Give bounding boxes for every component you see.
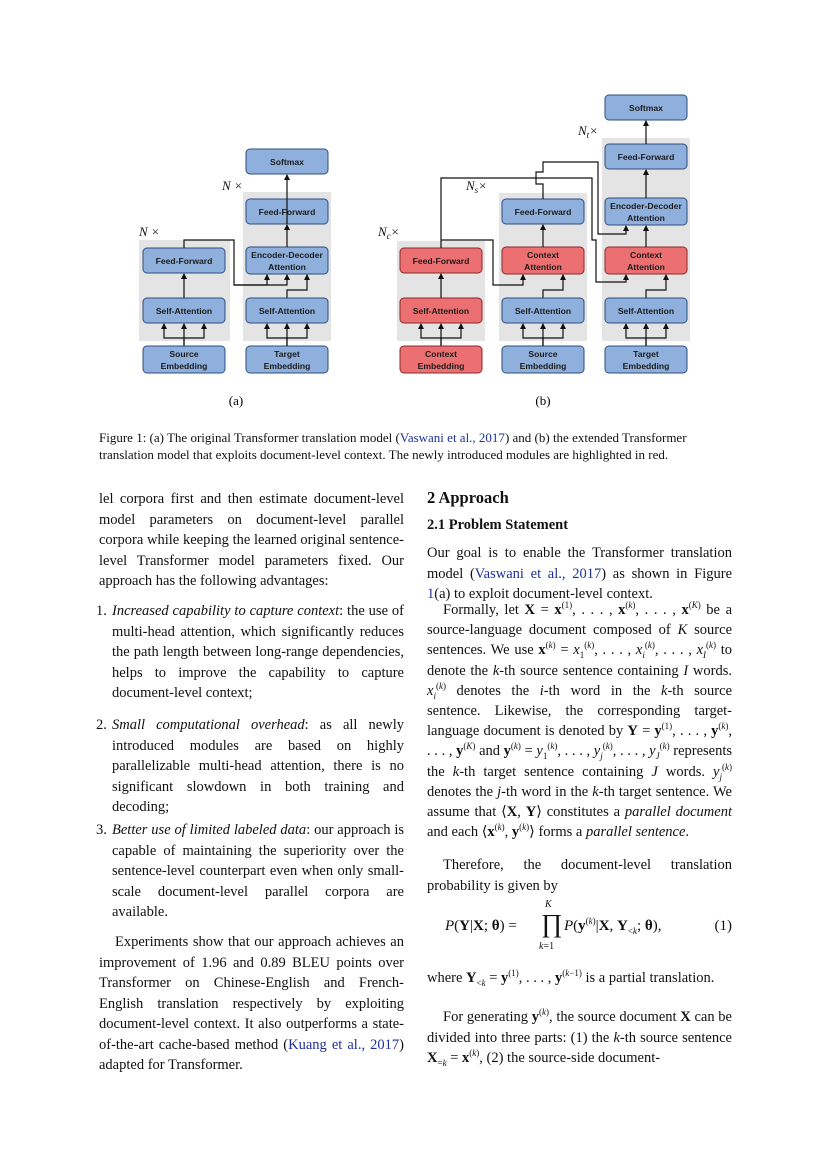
b-dec-context-attention <box>605 247 687 274</box>
svg-text:Source: Source <box>169 349 199 359</box>
equation-1: P(Y|X; θ) = K ∏ k=1 $P(y^{(k)}|X$, $Y_{<k}$; θ), (1) <box>445 899 732 952</box>
svg-text:Self-Attention: Self-Attention <box>514 306 572 316</box>
b-ctx-self-attention <box>400 298 482 323</box>
a-softmax <box>246 149 328 174</box>
panel-a-label: (a) <box>228 393 244 408</box>
b-softmax <box>605 95 687 120</box>
encoder-multiplier-b: $N_s\times$ <box>466 178 487 195</box>
right-paragraph-4: where $Y_{<k} = y^{(1)}$, . . . , $y^{(k-1)}$ is a partial translation. <box>427 968 715 988</box>
subsection-heading: 2.1 Problem Statement <box>427 517 569 533</box>
svg-text:Embedding: Embedding <box>622 361 670 371</box>
figure-caption: Figure 1: (a) The original Transformer translation model (Vaswani et al., 2017) and (b) the extended Transformer translation model that exploits document-level context. The newly introduced modules are highlighted in red. <box>99 430 687 462</box>
svg-text:Self-Attention: Self-Attention <box>155 306 213 316</box>
svg-text:Encoder-Decoder: Encoder-Decoder <box>251 250 323 260</box>
svg-text:Feed-Forward: Feed-Forward <box>258 207 316 217</box>
left-intro-paragraph: lel corpora first and then estimate document-level model parameters on document-level parallel corpora while keeping the learned original sentence-level Transformer model parameters fixed. Our approach has the following advantages: <box>99 491 404 589</box>
svg-text:Feed-Forward: Feed-Forward <box>617 152 675 162</box>
b-enc-feed-forward <box>502 199 584 224</box>
a-enc-dec-attention <box>246 247 328 274</box>
a-target-embedding <box>246 346 328 373</box>
panel-a <box>138 149 331 408</box>
svg-text:Embedding: Embedding <box>263 361 311 371</box>
b-ctx-feed-forward <box>400 248 482 273</box>
svg-text:Self-Attention: Self-Attention <box>617 306 675 316</box>
svg-text:Feed-Forward: Feed-Forward <box>412 256 470 266</box>
section-heading: 2 Approach <box>427 488 509 507</box>
panel-b <box>377 95 690 408</box>
svg-text:Softmax: Softmax <box>270 157 304 167</box>
svg-text:Context: Context <box>527 250 559 260</box>
context-encoder-multiplier: $N_c\times$ <box>378 224 400 241</box>
encoder-multiplier: N × <box>139 224 160 239</box>
advantage-item-3: 3. Better use of limited labeled data: our approach is capable of maintaining the superiority over the sentence-level counterpart even when only small-scale document-level parallel corpora are available. <box>96 822 405 920</box>
svg-text:Embedding: Embedding <box>160 361 208 371</box>
b-dec-feed-forward <box>605 144 687 169</box>
decoder-multiplier-b: $N_t\times$ <box>578 123 598 140</box>
svg-text:Target: Target <box>274 349 300 359</box>
b-context-embedding <box>400 346 482 373</box>
svg-text:Target: Target <box>633 349 659 359</box>
svg-text:Feed-Forward: Feed-Forward <box>155 256 213 266</box>
right-paragraph-3: Therefore, the document-level translation probability is given by <box>427 857 732 894</box>
svg-text:Attention: Attention <box>627 262 665 272</box>
svg-text:Embedding: Embedding <box>519 361 567 371</box>
vaswani-citation-link[interactable]: Vaswani et al., 2017 <box>474 565 602 582</box>
a-source-embedding <box>143 346 225 373</box>
kuang-citation-link[interactable]: Kuang et al., 2017 <box>288 1036 400 1053</box>
b-enc-context-attention <box>502 247 584 274</box>
a-enc-feed-forward <box>143 248 225 273</box>
svg-text:Encoder-Decoder: Encoder-Decoder <box>610 201 682 211</box>
panel-b-label: (b) <box>535 393 551 408</box>
right-paragraph-2: Formally, let $X = x^{(1)}$, . . . , $x^{(k)}$, . . . , $x^{(K)}$ be a source-language document composed of K source sentences. We use $x^{(k)} = x_1^{(k)}$, . . . , $x_i^{(k)}$, . . . , $x_I^{(k)}$ to denote the k-th source sentence containing I words. $x_i^{(k)}$ denotes the i-th word in the k-th source sentence. Likewise, the corresponding target-language document is denoted by $Y = y^{(1)}$, . . . , $y^{(k)}$, . . . , $y^{(K)}$ and $y^{(k)} = y_1^{(k)}$, . . . , $y_j^{(k)}$, . . . , $y_J^{(k)}$ represents the k-th target sentence containing J words. $y_j^{(k)}$ denotes the j-th word in the k-th target sentence. We assume that ⟨X, Y⟩ constitutes a parallel document and each $⟨x^{(k)}$, $y^{(k)}⟩$ forms a parallel sentence. <box>427 600 733 841</box>
left-closing-paragraph: Experiments show that our approach achieves an improvement of 1.96 and 0.89 BLEU points over Transformer on Chinese-English and French-English translation respectively by exploiting document-level context. It also outperforms a state-of-the-art cache-based method (Kuang et al., 2017) adapted for Transformer. <box>99 934 404 1073</box>
svg-text:Feed-Forward: Feed-Forward <box>514 207 572 217</box>
right-paragraph-1: Our goal is to enable the Transformer translation model (Vaswani et al., 2017) as shown in Figure 1(a) to exploit document-level context. <box>427 545 733 602</box>
svg-text:Softmax: Softmax <box>629 103 663 113</box>
advantage-item-2: 2. Small computational overhead: as all newly introduced modules are based on highly parallelizable multi-head attention, there is no significant slowdown in both training and decoding; <box>96 717 404 815</box>
advantage-item-1: 1. Increased capability to capture context: the use of multi-head attention, which significantly reduces the path length between long-range dependencies, helps to improve the capability to capture document-level context; <box>96 603 404 701</box>
svg-text:Self-Attention: Self-Attention <box>412 306 470 316</box>
caption-citation-link[interactable]: Vaswani et al., 2017 <box>399 430 505 445</box>
b-target-embedding <box>605 346 687 373</box>
svg-text:Context: Context <box>425 349 457 359</box>
svg-text:Attention: Attention <box>268 262 306 272</box>
svg-text:Attention: Attention <box>524 262 562 272</box>
b-source-embedding <box>502 346 584 373</box>
svg-text:Embedding: Embedding <box>417 361 465 371</box>
b-enc-dec-attention <box>605 198 687 225</box>
svg-text:Context: Context <box>630 250 662 260</box>
equation-number: (1) <box>714 918 732 934</box>
b-enc-self-attention <box>502 298 584 323</box>
right-paragraph-5: For generating $y^{(k)}$, the source document X can be divided into three parts: (1) the k-th source sentence $X_{=k} = x^{(k)}$, (2) the source-side document- <box>427 1007 732 1068</box>
figure-ref-link[interactable]: 1 <box>427 586 435 602</box>
decoder-multiplier: N × <box>222 178 243 193</box>
a-dec-self-attention <box>246 298 328 323</box>
svg-text:Source: Source <box>528 349 558 359</box>
svg-text:Self-Attention: Self-Attention <box>258 306 316 316</box>
a-enc-self-attention <box>143 298 225 323</box>
svg-text:Attention: Attention <box>627 213 665 223</box>
figure-1 <box>0 0 827 420</box>
b-dec-self-attention <box>605 298 687 323</box>
